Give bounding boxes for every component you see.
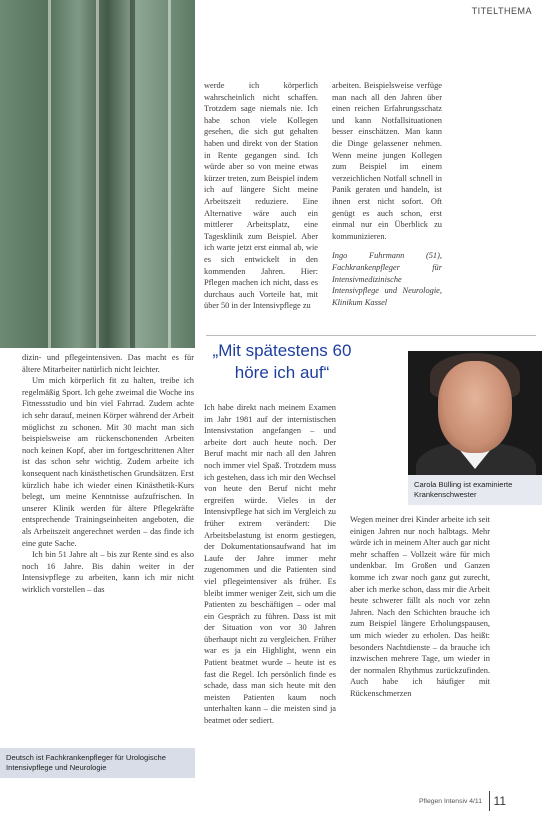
article-column-top-2 — [204, 80, 318, 312]
signature: Ingo Fuhrmann (51), Fachkrankenpfleger für Intensivmedizinische Intensivpflege und Neurologie, Klinikum Kassel — [332, 251, 442, 307]
page-number: 11 — [493, 794, 506, 808]
paragraph: Ich bin 51 Jahre alt – bis zur Rente sind es also noch 16 Jahre. Bis dahin weiter in der Intensivpflege zu arbeiten, kann ich mir nicht wirklich vorstellen – das — [22, 550, 194, 594]
paragraph: werde ich körperlich wahrscheinlich nicht schaffen. Trotzdem sage niemals nie. Ich habe schon viele Kollegen gesehen, die sich gut gehalten haben und direkt von der Station in Rente gegangen sind. Ich würde aber so von meine etwas kürzer treten, zum Beispiel indem ich auf längere Sicht meine Arbeitszeit reduziere. Eine Alternative wäre auch ein mittlerer Arbeitsplatz, eine Tagesklinik zum Beispiel. Aber ich warte jetzt erst einmal ab, wie es sich entwickelt in den kommenden Jahren. Hier: Pflegen machen ich nicht, dass es durchaus auch Vorteile hat, mit über 50 in der Intensivpflege zu — [204, 81, 318, 311]
article-column-right — [350, 514, 490, 700]
paragraph: arbeiten. Beispielsweise verfüge man nach all den Jahren über einen reichen Erfahrungsschatz und kann Notfallsituationen besser einschätzen. Man kann die Dinge gelassener nehmen. Wenn meine jungen Kollegen zum Beispiel im einem verzeichlichen Notfall schnell in Panik geraten und handeln, ist ihnen erst nicht sofort. Oft genügt es auch schon, erst einmal nur ein Überblick zu kommunizieren. — [332, 81, 442, 241]
section-label: TITELTHEMA — [471, 6, 532, 16]
footer-publication: Pflegen Intensiv 4/11 — [419, 798, 482, 805]
article-column-left — [22, 352, 194, 595]
paragraph: dizin- und pflegeintensiven. Das macht es für ältere Mitarbeiter natürlich nicht leichter. — [22, 353, 194, 374]
divider — [206, 335, 536, 336]
paragraph: Wegen meiner drei Kinder arbeite ich seit einigen Jahren nur noch halbtags. Mehr würde ich in meinem Alter auch gar nicht mehr schaffen – Vollzeit wäre für mich undenkbar. Im Großen und Ganzen komme ich zwar noch ganz gut zurecht, aber ich merke schon, dass mir die Arbeit heute schwerer fällt als noch vor zehn Jahren. Nach den Schichten brauche ich zum Beispiel längere Erholungspausen, um mich wieder zu erholen. Das heißt: besonders Nachtdienste – da brauche ich inzwischen mehrere Tage, um wieder in der normalen Rhythmus zurückzufinden. Auch habe ich häufiger mit Rückenschmerzen — [350, 515, 490, 698]
paragraph: Um mich körperlich fit zu halten, treibe ich regelmäßig Sport. Ich gehe zweimal die Woche ins Fitnessstudio und bin viel Fahrrad. Zudem achte ich sehr darauf, meinen Körper während der Arbeit möglichst zu schonen. Mit 30 macht man sich beispielsweise am rückenschonenden Arbeiten noch keinen Kopf, aber im fortgeschrittenen Alter ist das schon sehr wichtig. Zudem arbeite ich konsequent nach kinästhetischen Grundsätzen. Erst kürzlich habe ich wieder einen Kinästhetik-Kurs belegt, um meine Kenntnisse aufzufrischen. In unserer Klinik werden für ältere Pflegekräfte entsprechende Trainingseinheiten angeboten, die als Arbeitszeit angerechnet werden – das finde ich eine gute Sache. — [22, 376, 194, 548]
footer-divider — [489, 791, 490, 811]
header-photo — [0, 0, 195, 348]
pull-quote: „Mit spätestens 60 höre ich auf“ — [212, 341, 352, 382]
author-box: Deutsch ist Fachkrankenpfleger für Urologische Intensivpflege und Neurologie — [0, 748, 195, 778]
article-column-middle — [204, 402, 336, 727]
portrait-photo — [408, 351, 542, 475]
photo-caption: Carola Bülling ist examinierte Krankenschwester — [408, 475, 542, 505]
paragraph: Ich habe direkt nach meinem Examen im Jahr 1981 auf der internistischen Intensivstation angefangen – und arbeite dort auch heute noch. Der Beruf macht mir nach all den Jahren noch immer viel Spaß. Trotzdem muss ich gestehen, dass ich mir den Wechsel von heute den Beruf nicht mehr ergreifen würde. Vieles in der Intensivpflege hat sich im Vergleich zu früher extrem verändert: Die Arbeitsbelastung ist enorm gestiegen, der Dokumentationsaufwand hat im Laufe der Jahre immer mehr zugenommen und die Patienten sind viel pflegeintensiver als früher. Es bleibt immer weniger Zeit, sich um die Patienten zu beschäftigen – oder mal ein Gespräch zu führen. Dass ist mit der Situation von vor 30 Jahren überhaupt nicht zu vergleichen. Früher war es ja ein Highlight, wenn ein Patient beatmet wurde – heute ist es fast die Regel. Ich persönlich finde es schade, dass man sich heute mit den meisten Patienten kaum noch unterhalten kann – die meisten sind ja beatmet oder sediert. — [204, 403, 336, 726]
article-column-top-3 — [332, 80, 442, 308]
